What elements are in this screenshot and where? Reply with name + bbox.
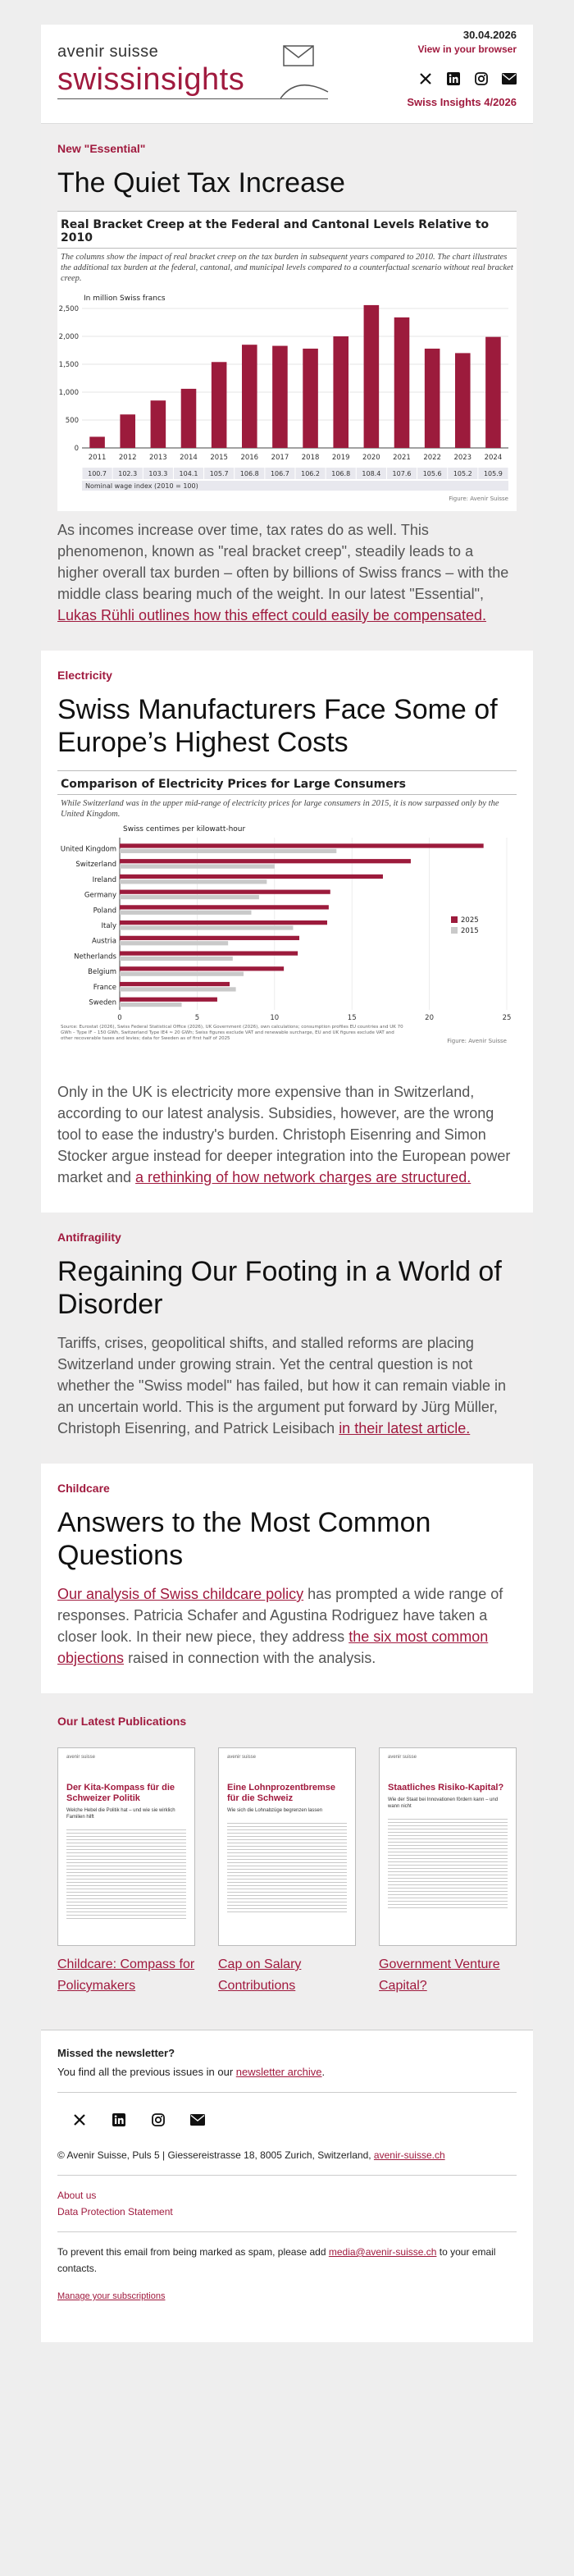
index-value: 102.3 — [118, 470, 138, 477]
bar-2015 — [120, 987, 236, 991]
bar-2015 — [120, 911, 251, 915]
article-link[interactable]: Lukas Rühli outlines how this effect could easily be compensated. — [57, 607, 486, 623]
section-antifragility — [41, 1213, 533, 1464]
index-value: 105.2 — [453, 470, 472, 477]
brand-main — [57, 63, 244, 96]
publication-cover[interactable] — [218, 1747, 356, 1946]
y-tick-label: Sweden — [89, 998, 116, 1007]
y-tick-label: Poland — [93, 907, 116, 916]
bar-2015 — [120, 864, 275, 868]
y-tick-label: Italy — [101, 922, 116, 930]
x-tick-label: 0 — [117, 1014, 122, 1022]
cover-subtitle: Wie sich die Lohnabzüge begrenzen lassen — [227, 1808, 323, 1813]
cover-subtitle: Wie der Staat bei Innovationen fördern kann – und wann nicht — [388, 1797, 499, 1809]
section-electricity — [41, 651, 533, 1213]
x-icon[interactable] — [418, 71, 433, 86]
x-tick-label: 2017 — [271, 454, 289, 462]
footer-links — [57, 2187, 517, 2220]
bar-2015 — [120, 1003, 182, 1007]
mail-icon[interactable] — [502, 71, 517, 86]
bar — [455, 353, 471, 448]
section-childcare — [41, 1464, 533, 1693]
y-tick-label: 1,500 — [58, 361, 79, 369]
figure-bracket-creep[interactable] — [57, 211, 517, 511]
bar — [212, 362, 227, 448]
x-tick-label: 2019 — [331, 454, 350, 462]
bar — [272, 346, 288, 448]
instagram-icon[interactable] — [474, 71, 489, 86]
index-value: 100.7 — [88, 470, 107, 477]
mail-icon[interactable] — [190, 2112, 205, 2127]
bar-chart-bracket-creep — [57, 284, 517, 504]
figure-subtitle: While Switzerland was in the upper mid-range of electricity prices for large consumers in 2015, it is now surpassed only by the United Kingdom. — [61, 799, 499, 819]
section-kicker: Antifragility — [57, 1231, 121, 1244]
body-text: As incomes increase over time, tax rates do as well. This phenomenon, known as "real bracket creep", steadily leads to a higher overall tax burden – often by billions of Swiss francs – with the middle class bearing much of the weight. In our latest "Essential", — [57, 522, 509, 602]
bar-2015 — [120, 925, 293, 929]
y-tick-label: 0 — [74, 445, 79, 453]
section-tax — [41, 124, 533, 651]
spam-text: To prevent this email from being marked as spam, please add — [57, 2246, 329, 2258]
bar — [333, 336, 348, 448]
footer-address — [57, 2147, 517, 2163]
y-tick-label: 500 — [65, 417, 79, 425]
publication-cover[interactable] — [379, 1747, 517, 1946]
index-value: 106.2 — [301, 470, 321, 477]
bar-chart-electricity — [57, 820, 517, 1066]
footer-divider — [57, 2175, 517, 2176]
bar-2015 — [120, 849, 336, 853]
y-tick-label: Switzerland — [75, 861, 116, 870]
section-title[interactable]: Swiss Manufacturers Face Some of Europe’s Highest Costs — [57, 694, 498, 758]
bar-2025 — [120, 966, 284, 971]
figure-source: Figure: Avenir Suisse — [449, 496, 508, 502]
bar — [120, 414, 135, 448]
publication-item — [57, 1747, 195, 1997]
section-publications — [41, 1693, 533, 2030]
x-tick-label: 2022 — [423, 454, 441, 462]
index-value: 105.7 — [209, 470, 229, 477]
newsletter-footer — [41, 2030, 533, 2342]
publication-link[interactable]: Childcare: Compass for Policymakers — [57, 1957, 195, 1993]
analysis-link[interactable]: Our analysis of Swiss childcare policy — [57, 1586, 304, 1602]
section-kicker: Electricity — [57, 669, 112, 682]
bar-2025 — [120, 875, 383, 879]
x-tick-label: 2018 — [301, 454, 320, 462]
publication-link[interactable]: Government Venture Capital? — [379, 1957, 500, 1993]
archive-link[interactable]: newsletter archive — [235, 2066, 322, 2078]
bar — [303, 349, 318, 448]
publication-item — [379, 1747, 517, 1997]
brand-logo[interactable] — [57, 43, 244, 96]
index-value: 106.7 — [270, 470, 289, 477]
manage-row — [57, 2288, 517, 2304]
issue-date: 30.04.2026 — [462, 29, 517, 41]
bar-2025 — [120, 951, 298, 955]
cover-brand: avenir suisse — [66, 1755, 96, 1760]
bar-2025 — [120, 905, 329, 909]
article-link[interactable]: in their latest article. — [339, 1420, 471, 1436]
body-text: Tariffs, crises, geopolitical shifts, and stalled reforms are placing Switzerland under growing strain. Yet the central question is not whether the "Swiss model" has failed, but how it can remain viable in an uncertain world. This is the argument put forward by Jürg Müller, Christoph Eisenring, and Patrick Leisibach — [57, 1335, 507, 1436]
footer-divider — [57, 2231, 517, 2232]
publication-link[interactable]: Cap on Salary Contributions — [218, 1957, 302, 1993]
bar-2025 — [120, 843, 484, 847]
missed-body: You find all the previous issues in our — [57, 2066, 236, 2078]
y-tick-label: Germany — [84, 891, 116, 900]
x-tick-label: 2020 — [362, 454, 380, 462]
bar — [425, 349, 440, 448]
legend-swatch-2025 — [451, 916, 458, 923]
y-axis-label: In million Swiss francs — [84, 295, 166, 303]
x-tick-label: 2013 — [149, 454, 167, 462]
y-tick-label: 2,000 — [58, 333, 79, 341]
y-tick-label: Ireland — [92, 875, 116, 884]
index-value: 105.9 — [483, 470, 503, 477]
view-in-browser-link[interactable]: View in your browser — [417, 43, 517, 55]
y-tick-label: 1,000 — [58, 389, 79, 397]
x-tick-label: 2016 — [240, 454, 259, 462]
legend-label-2015: 2015 — [461, 927, 479, 935]
index-value: 106.8 — [331, 470, 351, 477]
x-icon[interactable] — [72, 2112, 87, 2127]
index-value: 103.3 — [148, 470, 168, 477]
x-tick-label: 2012 — [118, 454, 137, 462]
figure-electricity-prices[interactable] — [57, 770, 517, 1073]
bar — [485, 337, 501, 448]
publication-item — [218, 1747, 356, 1997]
x-tick-label: 20 — [425, 1014, 435, 1022]
body-text: Only in the UK is electricity more expensive than in Switzerland, according to our latest analysis. Subsidies, however, are the wrong tool to ease the industry's burden. Christoph Eisenring and Simon Stocker argue instead for deeper integration into the European power market and — [57, 1084, 511, 1185]
index-value: 106.8 — [239, 470, 259, 477]
y-tick-label: 2,500 — [58, 305, 79, 313]
bar-2015 — [120, 941, 228, 945]
about-us-link[interactable]: About us — [57, 2190, 97, 2201]
section-body — [57, 519, 517, 626]
x-tick-label: 15 — [347, 1014, 357, 1022]
section-kicker: New "Essential" — [57, 142, 146, 155]
media-email-link[interactable]: media@avenir-suisse.ch — [328, 2246, 437, 2258]
cover-subtitle: Welche Hebel die Politik hat – und wie sie wirklich Familien hilft — [66, 1808, 175, 1820]
bar-2015 — [120, 957, 233, 961]
manage-subscriptions-link[interactable]: Manage your subscriptions — [57, 2291, 166, 2301]
objections-link[interactable]: the six most common objections — [57, 1628, 489, 1666]
cover-title: Eine Lohnprozentbremse für die Schweiz — [227, 1783, 336, 1803]
figure-title: Real Bracket Creep at the Federal and Cantonal Levels Relative to 2010 — [57, 217, 517, 249]
spam-tail: to your email contacts. — [57, 2246, 496, 2274]
missed-text: You find all the previous issues in our newsletter archive. — [57, 2066, 326, 2078]
x-axis-label: Swiss centimes per kilowatt-hour — [123, 825, 246, 834]
y-tick-label: United Kingdom — [60, 845, 116, 854]
brand-main-a: swiss — [57, 62, 136, 97]
index-label: Nominal wage index (2010 = 100) — [85, 482, 198, 490]
cover-text-lines — [388, 1816, 508, 1911]
bar-2025 — [120, 982, 230, 986]
x-tick-label: 2015 — [210, 454, 228, 462]
brand-top: avenir suisse — [57, 43, 159, 61]
section-body — [57, 1081, 517, 1188]
bar — [394, 317, 410, 448]
bar-2025 — [120, 920, 327, 925]
newsletter-container — [41, 25, 533, 2342]
y-tick-label: Belgium — [88, 968, 116, 977]
section-body — [57, 1332, 517, 1439]
missed-title: Missed the newsletter? — [57, 2047, 175, 2059]
body-text: raised in connection with the analysis. — [124, 1650, 376, 1666]
section-kicker: Our Latest Publications — [57, 1715, 187, 1728]
legend-swatch-2015 — [451, 927, 458, 934]
bar — [89, 436, 105, 448]
bar-2025 — [120, 859, 411, 863]
envelope-logo-icon — [280, 43, 330, 104]
x-tick-label: 2023 — [453, 454, 472, 462]
bar-2025 — [120, 890, 330, 894]
issue-label: Swiss Insights 4/2026 — [407, 96, 517, 108]
bar-2015 — [120, 895, 259, 899]
x-tick-label: 10 — [270, 1014, 280, 1022]
bar-2015 — [120, 879, 266, 884]
x-tick-label: 2024 — [484, 454, 503, 462]
figure-title: Comparison of Electricity Prices for Large Consumers — [57, 776, 517, 795]
header-social — [407, 71, 517, 86]
bar-2025 — [120, 998, 217, 1002]
section-body — [57, 1583, 517, 1669]
bar — [181, 389, 197, 448]
bar-2025 — [120, 936, 299, 940]
newsletter-header — [41, 25, 533, 124]
article-link[interactable]: a rethinking of how network charges are structured. — [135, 1169, 472, 1185]
x-tick-label: 2021 — [393, 454, 411, 462]
section-title[interactable]: The Quiet Tax Increase — [57, 167, 345, 199]
cover-text-lines — [227, 1820, 347, 1915]
bar — [364, 305, 380, 448]
figure-source-note — [61, 1025, 405, 1057]
section-title[interactable]: Regaining Our Footing in a World of Disorder — [57, 1256, 502, 1320]
website-link[interactable]: avenir-suisse.ch — [373, 2149, 445, 2161]
cover-title: Der Kita-Kompass für die Schweizer Politik — [66, 1783, 175, 1803]
y-tick-label: France — [93, 983, 116, 992]
y-tick-label: Austria — [91, 937, 116, 946]
instagram-icon[interactable] — [151, 2112, 166, 2127]
x-tick-label: 2014 — [180, 454, 198, 462]
privacy-link[interactable]: Data Protection Statement — [57, 2206, 173, 2217]
linkedin-icon[interactable] — [446, 71, 461, 86]
x-tick-label: 5 — [194, 1014, 200, 1022]
figure-subtitle: The columns show the impact of real bracket creep on the tax burden in subsequent years compared to 2010. The chart illustrates the additional tax burden at the federal, cantonal, and municipal levels compared to a counterfactual scenario without real bracket creep. — [61, 253, 513, 283]
legend-label-2025: 2025 — [461, 916, 479, 925]
section-kicker: Childcare — [57, 1482, 110, 1495]
spam-notice — [57, 2244, 517, 2277]
bar — [242, 345, 257, 448]
index-value: 107.6 — [392, 470, 412, 477]
footer-social — [72, 2112, 517, 2127]
y-tick-label: Netherlands — [74, 952, 116, 961]
header-right — [407, 29, 517, 108]
publication-list — [57, 1747, 517, 1997]
bar-2015 — [120, 972, 244, 976]
figure-source: Figure: Avenir Suisse — [447, 1038, 507, 1044]
x-tick-label: 2011 — [88, 454, 107, 462]
body-text: has prompted a wide range of responses. Patricia Schafer and Agustina Rodriguez have taken a closer look. In their new piece, they address — [57, 1586, 503, 1645]
index-value: 104.1 — [179, 470, 198, 477]
footer-divider — [57, 2092, 517, 2093]
publication-cover[interactable] — [57, 1747, 195, 1946]
linkedin-icon[interactable] — [112, 2112, 126, 2127]
index-value: 105.6 — [422, 470, 442, 477]
section-title[interactable]: Answers to the Most Common Questions — [57, 1507, 431, 1571]
cover-title: Staatliches Risiko-Kapital? — [388, 1783, 504, 1793]
index-value: 108.4 — [362, 470, 381, 477]
brand-main-b: insights — [135, 62, 245, 97]
cover-brand: avenir suisse — [388, 1755, 417, 1760]
x-tick-label: 25 — [502, 1014, 512, 1022]
cover-brand: avenir suisse — [227, 1755, 257, 1760]
cover-text-lines — [66, 1827, 186, 1921]
source-text: Source: Eurostat (2026), Swiss Federal Statistical Office (2026), UK Government (2026), own calculations; consumption profiles EU countries and UK 70 GWh – Type IF – 150 GWh, Switzerland Type IE4 ≈ 20 GWh; Swiss figures exclude VAT and renewable surcharge, EU and UK figures exclude VAT and other recoverable taxes and levies; data for Sweden as of first half of 2025 — [61, 1025, 403, 1041]
bar — [151, 400, 166, 448]
address-text: © Avenir Suisse, Puls 5 | Giessereistrasse 18, 8005 Zurich, Switzerland, — [57, 2149, 374, 2161]
